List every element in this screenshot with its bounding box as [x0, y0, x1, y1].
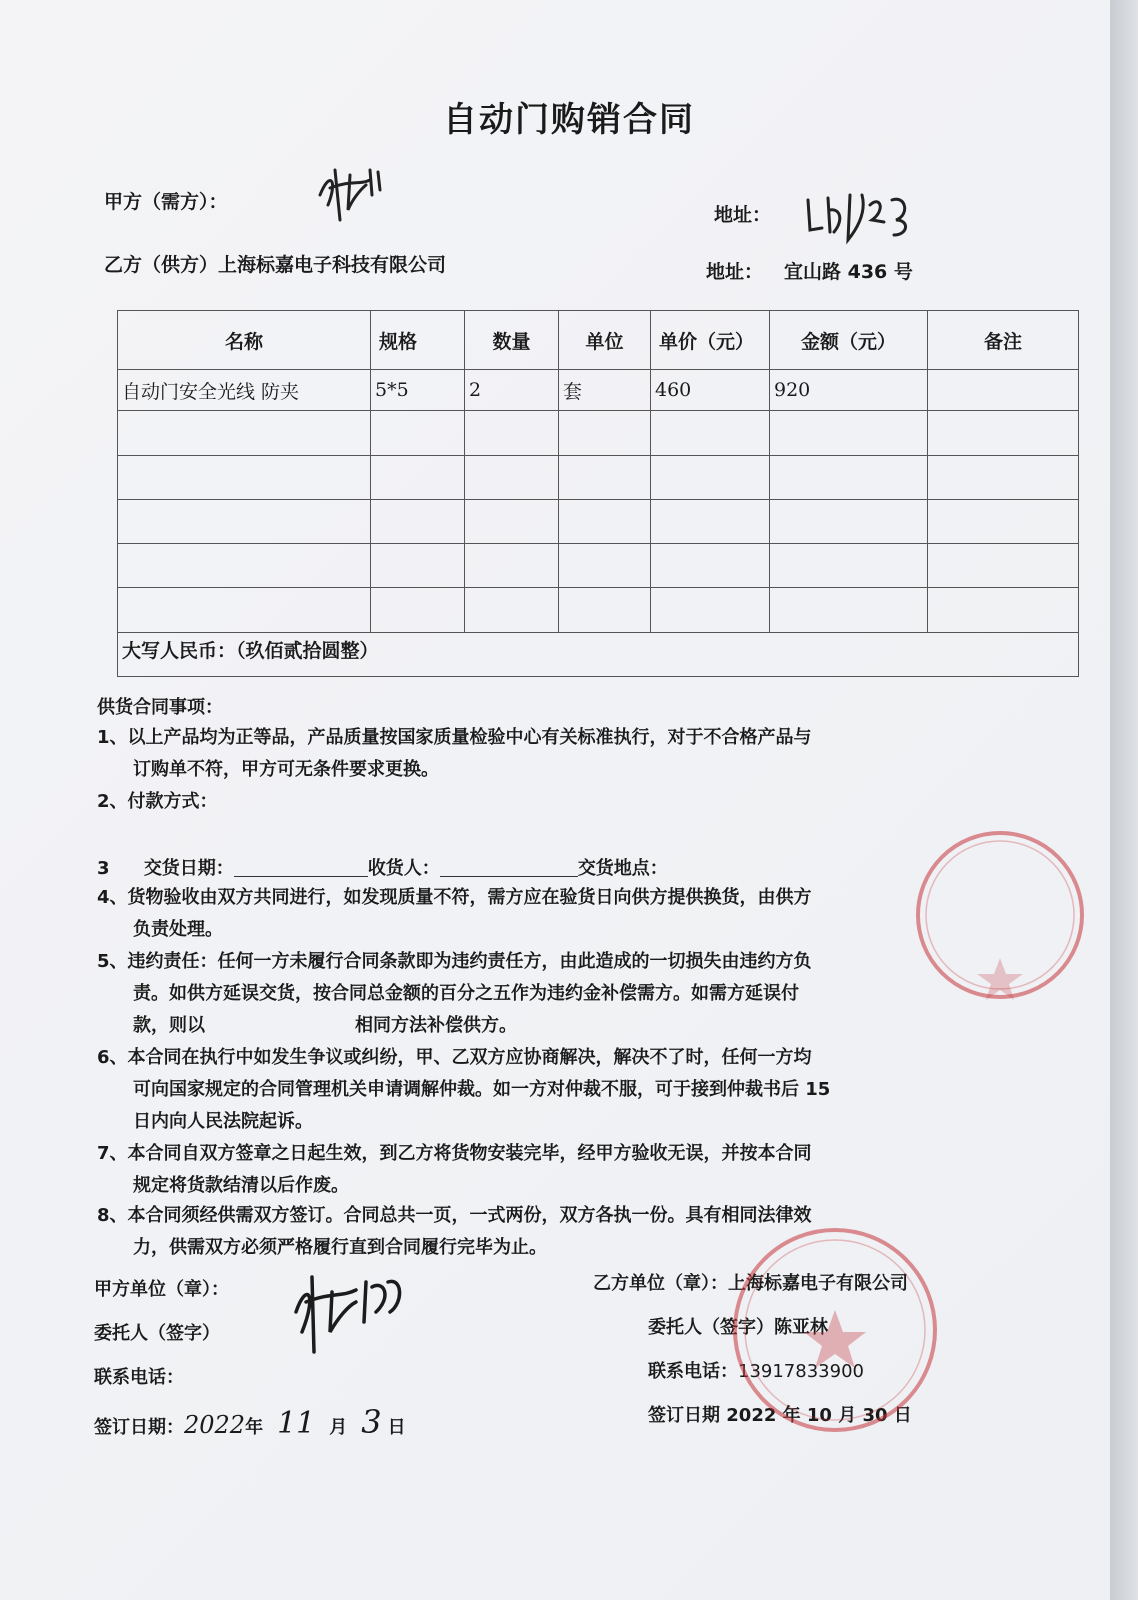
party-a-unit-label: 甲方单位（章）： — [94, 1279, 229, 1300]
party-b-label: 乙方（供方）上海标嘉电子科技有限公司 — [104, 254, 447, 276]
terms-heading: 供货合同事项： — [97, 697, 223, 718]
clause-5 — [97, 946, 812, 1042]
clause-7 — [97, 1138, 812, 1202]
clause-2 — [97, 786, 218, 818]
clause-line: 本合同在执行中如发生争议或纠纷，甲、乙双方应协商解决，解决不了时，任何一方均 — [127, 1047, 812, 1068]
date-year-handwritten: 2022 — [184, 1411, 246, 1439]
clause-number: 5、 — [97, 951, 128, 972]
col-header-unit-price: 单价（元） — [651, 311, 770, 370]
party-a-handwritten-signature — [272, 1262, 412, 1362]
empty-row — [118, 411, 1079, 455]
party-b-address: 宜山路 436 号 — [784, 261, 913, 283]
clause-number: 3 — [97, 858, 110, 879]
party-a-date — [94, 1403, 406, 1444]
phone-label: 联系电话： — [648, 1361, 738, 1382]
party-b-agent: 委托人（签字）陈亚林 — [648, 1317, 828, 1338]
party-a-agent-label: 委托人（签字） — [94, 1323, 220, 1344]
receiver-label: 收货人： — [367, 858, 440, 879]
clause-line: 以上产品均为正等品，产品质量按国家质量检验中心有关标准执行，对于不合格产品与 — [127, 727, 812, 748]
party-a-phone-label: 联系电话： — [94, 1367, 184, 1388]
table-header-row — [118, 311, 1079, 370]
col-header-unit: 单位 — [559, 311, 651, 370]
party-a-label: 甲方（需方）： — [104, 191, 228, 213]
phone-number: 13917833900 — [738, 1361, 864, 1382]
empty-row — [118, 587, 1079, 632]
cell-quantity: 2 — [465, 370, 559, 411]
party-a-signature — [300, 150, 400, 230]
clause-8 — [97, 1200, 812, 1264]
clause-line: 力，供需双方必须严格履行直到合同履行完毕为止。 — [133, 1237, 547, 1258]
clause-line: 责。如供方延误交货，按合同总金额的百分之五作为违约金补偿需方。如需方延误付 — [133, 983, 799, 1004]
party-b-unit: 乙方单位（章）：上海标嘉电子有限公司 — [593, 1273, 908, 1294]
clause-line: 违约责任：任何一方未履行合同条款即为违约责任方，由此造成的一切损失由违约方负 — [127, 951, 812, 972]
col-header-quantity: 数量 — [465, 311, 559, 370]
delivery-place-label: 交货地点： — [577, 858, 668, 879]
receiver-blank — [440, 856, 578, 877]
cell-remark — [928, 370, 1079, 411]
clause-number: 4、 — [97, 887, 128, 908]
contract-title: 自动门购销合同 — [443, 100, 695, 140]
clause-line: 可向国家规定的合同管理机关申请调解仲裁。如一方对仲裁不服，可于接到仲裁书后 15 — [133, 1079, 831, 1100]
date-month-handwritten: 11 — [277, 1406, 316, 1441]
clause-line: 日内向人民法院起诉。 — [133, 1111, 313, 1132]
delivery-date-blank — [234, 856, 368, 877]
total-amount-words: 大写人民币：（玖佰贰拾圆整） — [118, 632, 1079, 676]
cell-unit-price: 460 — [651, 370, 770, 411]
col-header-spec: 规格 — [371, 311, 465, 370]
clause-number: 7、 — [97, 1143, 128, 1164]
empty-row — [118, 455, 1079, 499]
clause-line: 订购单不符，甲方可无条件要求更换。 — [133, 759, 439, 780]
cell-amount: 920 — [770, 370, 928, 411]
col-header-remark: 备注 — [928, 311, 1079, 370]
total-row — [118, 632, 1079, 676]
empty-row — [118, 543, 1079, 587]
clause-1 — [97, 722, 812, 786]
payment-method-label: 付款方式： — [127, 791, 218, 812]
delivery-date-label: 交货日期： — [143, 858, 234, 879]
cell-spec: 5*5 — [371, 370, 465, 411]
clause-line: 货物验收由双方共同进行，如发现质量不符，需方应在验货日向供方提供换货，由供方 — [127, 887, 812, 908]
clause-number: 8、 — [97, 1205, 128, 1226]
party-a-address-handwriting — [800, 180, 920, 250]
clause-line: 负责处理。 — [133, 919, 223, 940]
items-table — [117, 310, 1079, 677]
year-char: 年 — [245, 1417, 264, 1438]
date-label: 签订日期： — [94, 1417, 184, 1438]
party-b-address-label: 地址： — [706, 261, 764, 283]
empty-row — [118, 499, 1079, 543]
col-header-amount: 金额（元） — [770, 311, 928, 370]
clause-number: 2、 — [97, 791, 128, 812]
clause-line: 本合同自双方签章之日起生效，到乙方将货物安装完毕，经甲方验收无误，并按本合同 — [127, 1143, 812, 1164]
clause-line: 本合同须经供需双方签订。合同总共一页，一式两份，双方各执一份。具有相同法律效 — [127, 1205, 812, 1226]
col-header-name: 名称 — [118, 311, 371, 370]
clause-line: 相同方法补偿供方。 — [355, 1015, 517, 1036]
clause-line: 款，则以 — [133, 1015, 205, 1036]
cell-unit: 套 — [559, 370, 651, 411]
clause-line: 规定将货款结清以后作废。 — [133, 1175, 349, 1196]
party-a-address-label: 地址： — [714, 204, 772, 226]
clause-number: 6、 — [97, 1047, 128, 1068]
clause-number: 1、 — [97, 727, 128, 748]
company-seal-bottom — [710, 1200, 970, 1460]
month-char: 月 — [329, 1417, 348, 1438]
clause-3 — [97, 853, 668, 885]
day-char: 日 — [387, 1417, 406, 1438]
date-day-handwritten: 3 — [361, 1403, 382, 1441]
clause-4 — [97, 882, 812, 946]
company-seal-top — [900, 800, 1138, 1060]
table-row — [118, 370, 1079, 411]
cell-name: 自动门安全光线 防夹 — [118, 370, 371, 411]
clause-6 — [97, 1042, 830, 1138]
party-b-date: 签订日期 2022 年 10 月 30 日 — [648, 1405, 912, 1426]
